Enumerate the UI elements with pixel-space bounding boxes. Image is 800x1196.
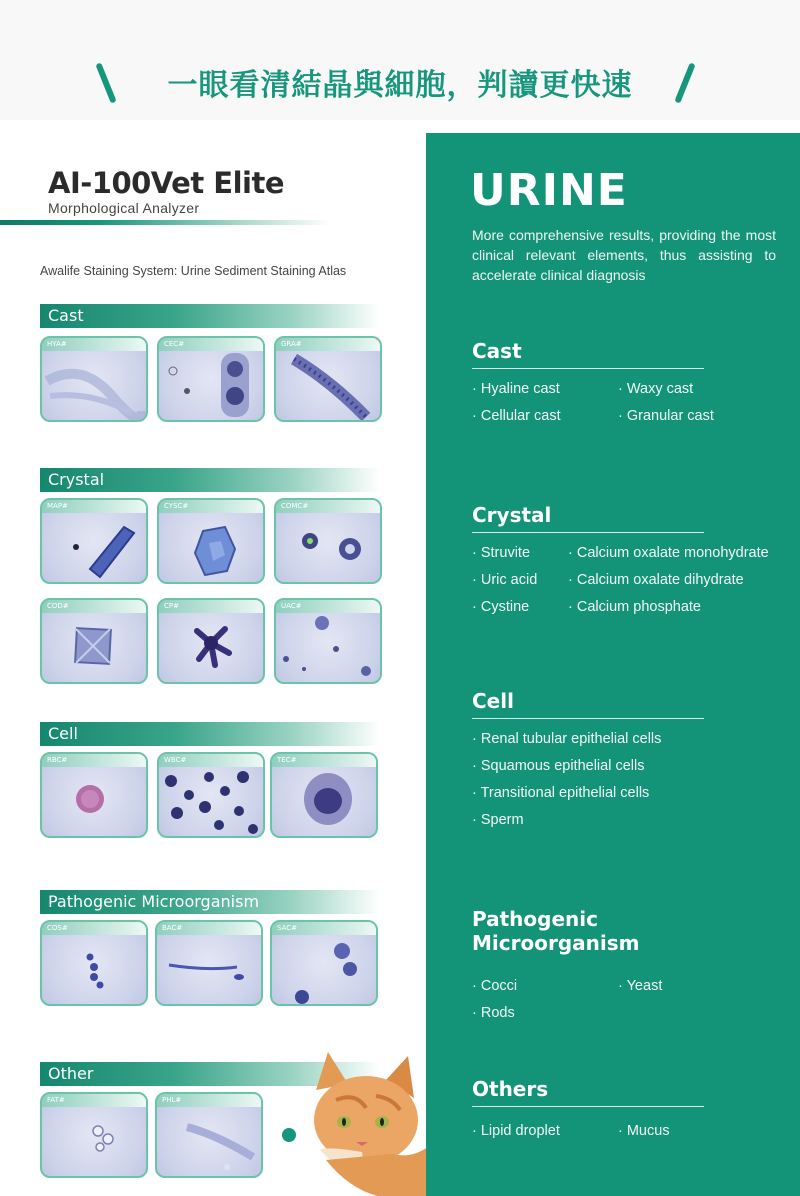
granular-cast-image — [276, 351, 380, 420]
tile-label: UAC# — [276, 600, 380, 613]
list-item: · Cystine — [472, 599, 530, 615]
list-item: · Lipid droplet — [472, 1123, 560, 1139]
accent-dot — [282, 1128, 296, 1142]
tubular-epithelial-cell-image — [272, 767, 376, 836]
tile-bac — [155, 920, 263, 1006]
lipid-droplet-image — [42, 1107, 146, 1176]
tile-cec — [157, 336, 265, 422]
section-items — [472, 1119, 702, 1149]
calcium-phosphate-image — [159, 613, 263, 682]
tile-phl — [155, 1092, 263, 1178]
hyaline-cast-image — [42, 351, 146, 420]
tile-label: HYA# — [42, 338, 146, 351]
tile-label: BAC# — [157, 922, 261, 935]
list-item: · Granular cast — [618, 408, 714, 424]
tile-cp — [157, 598, 265, 684]
yeast-image — [272, 935, 376, 1004]
cat-illustration — [296, 1050, 436, 1196]
panel-section-cell — [472, 689, 702, 841]
urine-info-panel — [426, 133, 800, 1196]
headline: 一眼看清結晶與細胞，判讀更快速 — [167, 68, 633, 103]
tile-cod — [40, 598, 148, 684]
brand-underline — [0, 220, 330, 225]
tile-wbc — [157, 752, 265, 838]
list-item: · Mucus — [618, 1123, 670, 1139]
tile-label: WBC# — [159, 754, 263, 767]
panel-section-crystal — [472, 503, 769, 629]
tile-fat — [40, 1092, 148, 1178]
tile-label: CEC# — [159, 338, 263, 351]
header-banner — [0, 0, 800, 120]
list-item: · Uric acid — [472, 572, 538, 588]
section-bar-cell: Cell — [40, 722, 380, 746]
calcium-oxalate-monohydrate-image — [276, 513, 380, 582]
section-title: Cell — [472, 689, 704, 719]
tile-label: CYSC# — [159, 500, 263, 513]
tile-label: COS# — [42, 922, 146, 935]
tile-label: PHL# — [157, 1094, 261, 1107]
panel-section-others — [472, 1077, 702, 1149]
section-items — [472, 972, 772, 1032]
tile-cos — [40, 920, 148, 1006]
cystine-crystal-image — [159, 513, 263, 582]
product-name: AI-100Vet Elite — [48, 166, 285, 200]
list-item: · Calcium phosphate — [568, 599, 701, 615]
section-items — [472, 381, 714, 441]
struvite-crystal-image — [42, 513, 146, 582]
panel-intro: More comprehensive results, providing the most clinical relevant elements, thus assisting to accelerate clinical diagnosis — [472, 227, 776, 283]
tile-map — [40, 498, 148, 584]
tile-label: SAC# — [272, 922, 376, 935]
tile-label: CP# — [159, 600, 263, 613]
tile-uac — [274, 598, 382, 684]
section-bar-other: Other — [40, 1062, 380, 1086]
list-item: · Yeast — [618, 978, 663, 994]
atlas-caption: Awalife Staining System: Urine Sediment Staining Atlas — [40, 264, 347, 278]
list-item: · Transitional epithelial cells — [472, 785, 650, 801]
section-title: Cast — [472, 339, 704, 369]
tile-sac — [270, 920, 378, 1006]
red-blood-cell-image — [42, 767, 146, 836]
list-item: · Hyaline cast — [472, 381, 560, 397]
uric-acid-image — [276, 613, 380, 682]
tile-label: RBC# — [42, 754, 146, 767]
section-title: Pathogenic Microorganism — [472, 907, 640, 955]
slash-decoration-right — [674, 62, 695, 103]
tile-gra — [274, 336, 382, 422]
tile-comc — [274, 498, 382, 584]
section-bar-cast: Cast — [40, 304, 380, 328]
list-item: · Renal tubular epithelial cells — [472, 731, 662, 747]
list-item: · Squamous epithelial cells — [472, 758, 645, 774]
tile-rbc — [40, 752, 148, 838]
tile-hya — [40, 336, 148, 422]
white-blood-cell-image — [159, 767, 263, 836]
bacteria-rods-image — [157, 935, 261, 1004]
tile-cysc — [157, 498, 265, 584]
cellular-cast-image — [159, 351, 263, 420]
calcium-oxalate-dihydrate-image — [42, 613, 146, 682]
section-title: Crystal — [472, 503, 704, 533]
section-bar-pathogen: Pathogenic Microorganism — [40, 890, 380, 914]
list-item: · Struvite — [472, 545, 531, 561]
section-items — [472, 545, 769, 629]
list-item: · Waxy cast — [618, 381, 694, 397]
product-subtitle: Morphological Analyzer — [48, 200, 200, 216]
panel-section-cast — [472, 339, 714, 441]
list-item: · Sperm — [472, 812, 524, 828]
tile-label: FAT# — [42, 1094, 146, 1107]
list-item: · Calcium oxalate dihydrate — [568, 572, 744, 588]
list-item: · Cocci — [472, 978, 518, 994]
mucus-image — [157, 1107, 261, 1176]
tile-label: GRA# — [276, 338, 380, 351]
list-item: · Rods — [472, 1005, 515, 1021]
slash-decoration-left — [95, 62, 116, 103]
section-bar-crystal: Crystal — [40, 468, 380, 492]
tile-label: MAP# — [42, 500, 146, 513]
panel-title: URINE — [470, 165, 628, 216]
list-item: · Cellular cast — [472, 408, 561, 424]
section-items — [472, 731, 702, 841]
panel-section-pathogen — [472, 907, 772, 1032]
section-title: Others — [472, 1077, 704, 1107]
tile-label: COD# — [42, 600, 146, 613]
list-item: · Calcium oxalate monohydrate — [568, 545, 769, 561]
tile-label: COMC# — [276, 500, 380, 513]
tile-label: TEC# — [272, 754, 376, 767]
tile-tec — [270, 752, 378, 838]
cocci-image — [42, 935, 146, 1004]
